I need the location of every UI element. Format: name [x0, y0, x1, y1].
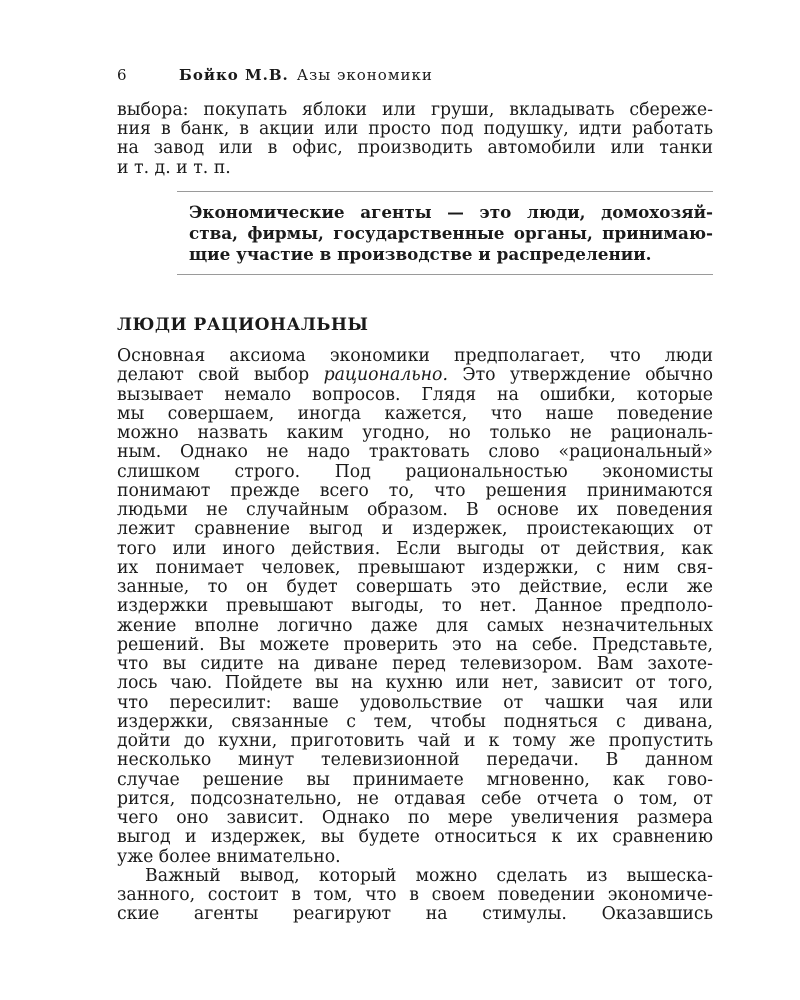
text-line: Экономические агенты — это люди, домохозяй-: [189, 202, 713, 222]
text-line: выбора: покупать яблоки или груши, вкладывать сбереже-: [117, 100, 713, 120]
text-line: и т. д. и т. п.: [117, 157, 231, 178]
section-heading: ЛЮДИ РАЦИОНАЛЬНЫ: [117, 315, 369, 335]
paragraph-incentives: [117, 867, 713, 925]
text-line: решений. Вы можете проверить это на себе. Представьте,: [117, 634, 713, 655]
text-line: случае решение вы принимаете мгновенно, как гово-: [117, 769, 713, 790]
text-line: ские агенты реагируют на стимулы. Оказавшись: [117, 904, 713, 925]
text-line: что вы сидите на диване перед телевизором. Вам захоте-: [117, 654, 713, 674]
text-segment: Это утверждение обычно: [447, 365, 713, 386]
text-line: лось чаю. Пойдете вы на кухню или нет, зависит от того,: [117, 673, 713, 694]
text-line: того или иного действия. Если выгоды от действия, как: [117, 538, 713, 559]
intro-paragraph: [117, 101, 713, 178]
text-line: издержки, связанные с тем, чтобы подняться с дивана,: [117, 711, 713, 732]
text-line: вызывает немало вопросов. Глядя на ошибки, которые: [117, 384, 713, 405]
text-line: жение вполне логично даже для самых незначительных: [117, 615, 713, 636]
definition-box: [177, 191, 713, 275]
text-line: ным. Однако не надо трактовать слово «рациональный»: [117, 442, 713, 463]
author-name: Бойко М.В.: [179, 66, 289, 84]
text-line: чего оно зависит. Однако по мере увеличения размера: [117, 808, 713, 828]
text-line: выгод и издержек, вы будете относиться к их сравнению: [117, 827, 713, 848]
emphasis-rationally: рационально.: [323, 365, 448, 386]
book-title: Азы экономики: [296, 66, 433, 84]
paragraph-rational-choice: [117, 347, 713, 867]
text-line: понимают прежде всего то, что решения принимаются: [117, 480, 713, 501]
text-line: [117, 366, 713, 385]
text-line: занные, то он будет совершать это действие, если же: [117, 577, 713, 597]
text-line: лежит сравнение выгод и издержек, проистекающих от: [117, 519, 713, 540]
text-line: дойти до кухни, приготовить чай и к тому же пропустить: [117, 731, 713, 751]
definition-text: [189, 202, 713, 265]
text-line: занного, состоит в том, что в своем поведении экономиче-: [117, 885, 713, 905]
text-line: несколько минут телевизионной передачи. В данном: [117, 750, 713, 771]
page-number: 6: [117, 66, 128, 84]
text-line: что пересилит: ваше удовольствие от чашки чая или: [117, 692, 713, 713]
text-line: на завод или в офис, производить автомобили или танки: [117, 138, 713, 159]
text-line: можно назвать каким угодно, но только не рациональ-: [117, 423, 713, 443]
text-line: слишком строго. Под рациональностью экономисты: [117, 461, 713, 482]
running-header: [117, 66, 713, 84]
text-line: мы совершаем, иногда кажется, что наше поведение: [117, 403, 713, 424]
text-line: издержки превышают выгоды, то нет. Данное предполо-: [117, 596, 713, 617]
text-line: Важный вывод, который можно сделать из вышеска-: [145, 865, 713, 886]
section-body: [117, 347, 713, 925]
text-line: ства, фирмы, государственные органы, принимаю-: [189, 223, 713, 243]
text-line: Основная аксиома экономики предполагает, что люди: [117, 346, 713, 366]
text-line: их понимает человек, превышают издержки, с ним свя-: [117, 557, 713, 578]
text-line: людьми не случайным образом. В основе их поведения: [117, 500, 713, 520]
text-line: щие участие в производстве и распределении.: [189, 244, 652, 264]
text-line: уже более внимательно.: [117, 846, 341, 867]
text-line: ния в банк, в акции или просто под подушку, идти работать: [117, 119, 713, 140]
text-segment: делают свой выбор: [117, 365, 324, 386]
text-line: рится, подсознательно, не отдавая себе отчета о том, от: [117, 788, 713, 809]
